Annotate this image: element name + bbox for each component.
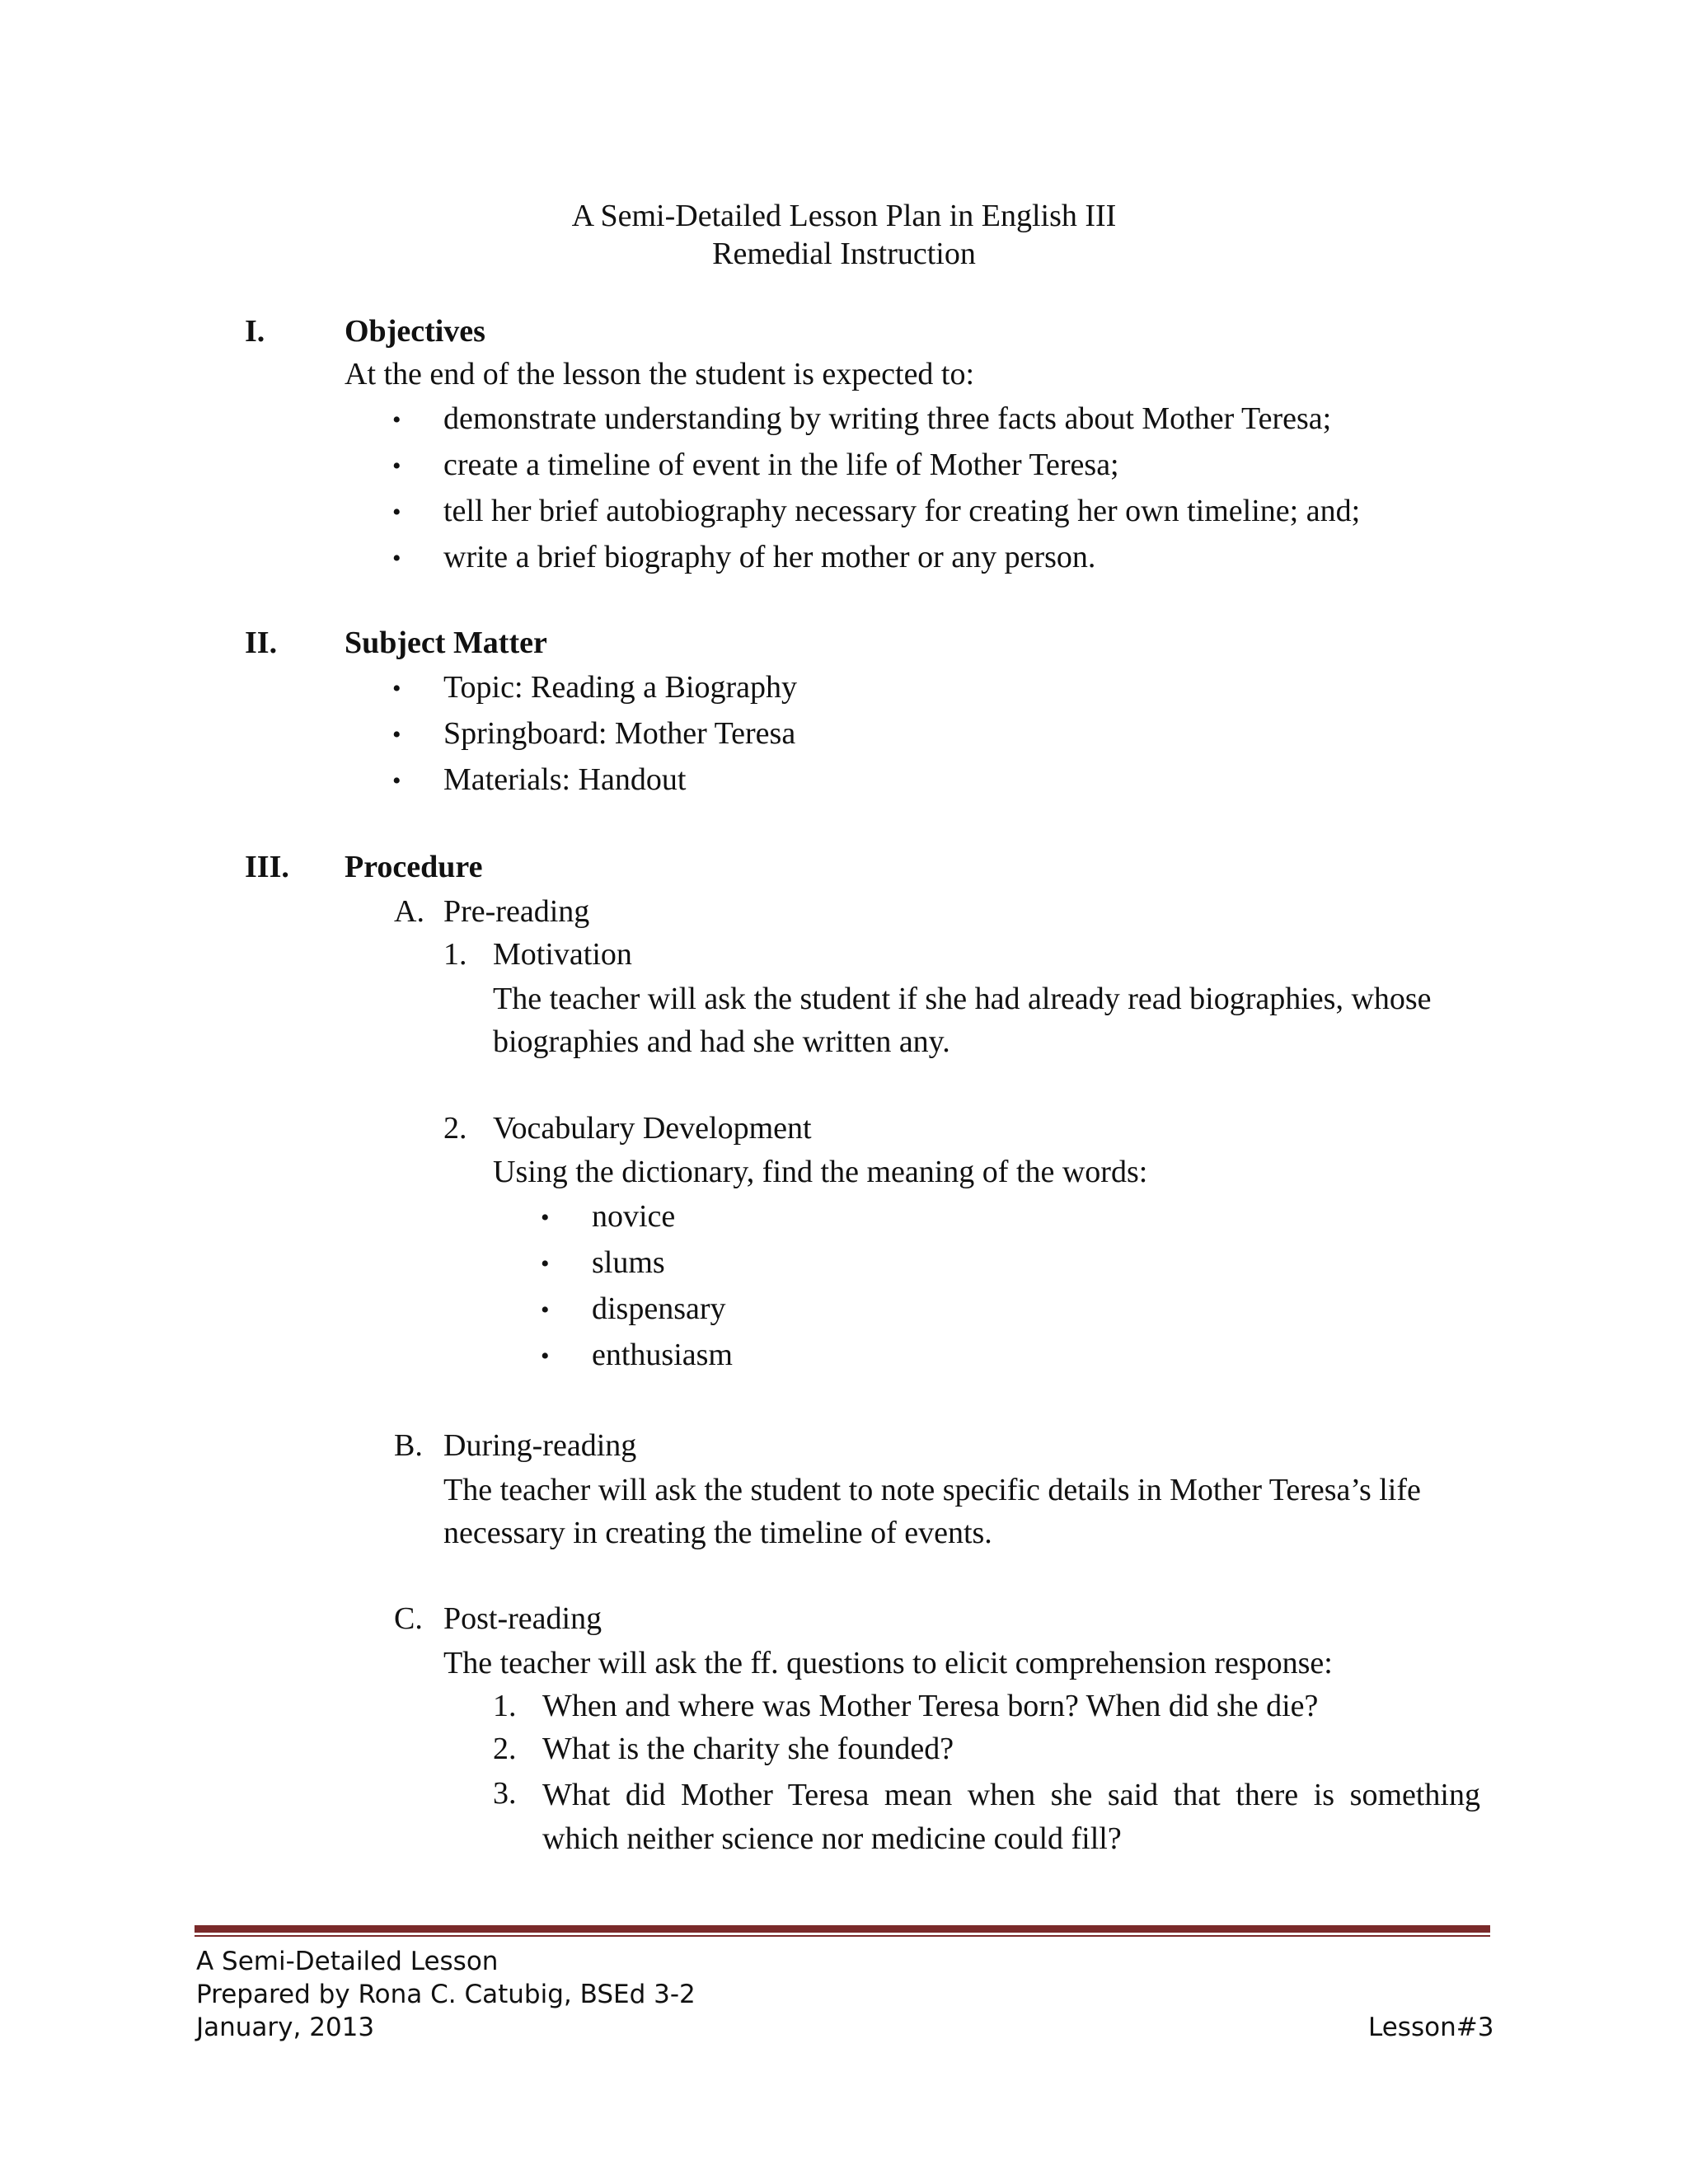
vocabulary-word: novice [592, 1199, 676, 1234]
footer-rule-thick [195, 1925, 1490, 1933]
subject-matter-item: Materials: Handout [443, 762, 687, 797]
procedure-step-pre-reading: Pre-reading [443, 894, 590, 929]
document-subtitle: Remedial Instruction [712, 237, 976, 271]
procedure-step-letter: C. [394, 1601, 423, 1636]
objectives-intro: At the end of the lesson the student is expected to: [345, 357, 975, 391]
bullet-icon: • [392, 452, 401, 480]
question-number: 3. [493, 1776, 517, 1811]
bullet-icon: • [392, 675, 401, 702]
section-heading-subject-matter: Subject Matter [345, 626, 547, 660]
objective-item: tell her brief autobiography necessary for creating her own timeline; and; [443, 494, 1361, 528]
bullet-icon: • [541, 1296, 550, 1324]
post-reading-intro: The teacher will ask the ff. questions to elicit comprehension response: [443, 1646, 1333, 1680]
bullet-icon: • [392, 721, 401, 748]
procedure-step-letter: A. [394, 894, 424, 929]
question-number: 2. [493, 1732, 517, 1766]
vocabulary-word: enthusiasm [592, 1338, 733, 1372]
question-text: When and where was Mother Teresa born? When did she die? [542, 1689, 1319, 1723]
objective-item: create a timeline of event in the life of Mother Teresa; [443, 448, 1119, 482]
document-title: A Semi-Detailed Lesson Plan in English III [571, 199, 1117, 233]
vocabulary-intro: Using the dictionary, find the meaning of the words: [493, 1155, 1148, 1189]
objective-item: write a brief biography of her mother or any person. [443, 540, 1096, 574]
bullet-icon: • [541, 1343, 550, 1370]
bullet-icon: • [392, 545, 401, 572]
question-number: 1. [493, 1689, 517, 1723]
vocabulary-word: slums [592, 1245, 665, 1280]
section-heading-objectives: Objectives [345, 314, 485, 349]
substep-motivation: Motivation [493, 937, 632, 972]
vocabulary-word: dispensary [592, 1291, 726, 1326]
footer-rule-thin [195, 1935, 1490, 1937]
objective-item: demonstrate understanding by writing three facts about Mother Teresa; [443, 401, 1332, 436]
footer-date: January, 2013 [196, 2013, 375, 2042]
section-numeral-subject-matter: II. [245, 626, 278, 660]
section-numeral-objectives: I. [245, 314, 265, 349]
question-text: What did Mother Teresa mean when she said that there is something which neither science nor medicine could fill? [542, 1778, 1480, 1856]
bullet-icon: • [541, 1250, 550, 1277]
section-numeral-procedure: III. [245, 850, 289, 884]
subject-matter-item: Springboard: Mother Teresa [443, 716, 796, 751]
section-heading-procedure: Procedure [345, 850, 483, 884]
footer-lesson-type: A Semi-Detailed Lesson [196, 1947, 499, 1976]
bullet-icon: • [541, 1204, 550, 1231]
bullet-icon: • [392, 767, 401, 794]
bullet-icon: • [392, 406, 401, 434]
procedure-step-post-reading: Post-reading [443, 1601, 603, 1636]
during-reading-text: The teacher will ask the student to note specific details in Mother Teresa’s life [443, 1473, 1421, 1507]
substep-vocabulary: Vocabulary Development [493, 1111, 812, 1146]
footer-prepared-by: Prepared by Rona C. Catubig, BSEd 3-2 [196, 1980, 696, 2009]
bullet-icon: • [392, 499, 401, 526]
substep-number: 1. [443, 937, 467, 972]
subject-matter-item: Topic: Reading a Biography [443, 670, 797, 705]
motivation-text: The teacher will ask the student if she had already read biographies, whose [493, 982, 1432, 1016]
motivation-text: biographies and had she written any. [493, 1024, 950, 1059]
footer-lesson-number: Lesson#3 [1368, 2013, 1494, 2042]
question-text: What is the charity she founded? [542, 1732, 954, 1766]
procedure-step-letter: B. [394, 1428, 423, 1463]
procedure-step-during-reading: During-reading [443, 1428, 637, 1463]
substep-number: 2. [443, 1111, 467, 1146]
during-reading-text: necessary in creating the timeline of events. [443, 1516, 992, 1550]
